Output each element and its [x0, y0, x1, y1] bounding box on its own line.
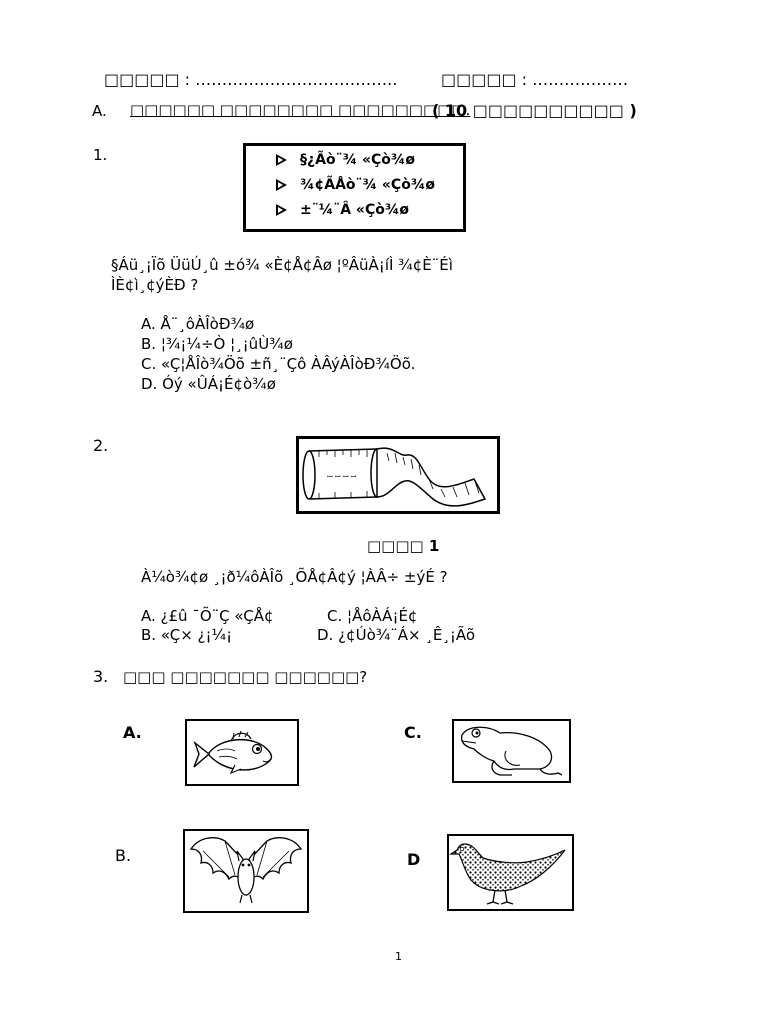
q3-label-a: A. [123, 723, 142, 742]
fish-icon [187, 721, 296, 783]
q3-option-d-image [447, 834, 574, 911]
q1-statement-box [243, 143, 466, 232]
arrow-bullet-icon [276, 204, 290, 216]
section-title: □□□□□□ □□□□□□□□ □□□□□□□□□. [130, 101, 471, 119]
q3-question-text: □□□ □□□□□□□ □□□□□□? [123, 668, 368, 686]
q1-option-a: A. Å¨¸ôÀÎòÐ¾ø [141, 315, 255, 333]
q2-option-a: A. ¿£û ¯Õ¨Ç «ÇÅ¢ [141, 607, 274, 625]
q2-option-d: D. ¿¢Úò¾¨Á× ¸Ê¸¡Ãõ [317, 626, 476, 644]
q2-option-c: C. ¦ÅôÀÁ¡É¢ [327, 607, 418, 625]
q3-label-d: D [407, 850, 421, 869]
name-field-label: □□□□□ : ……………………………….. [104, 70, 398, 89]
q3-label-b: B. [115, 846, 132, 865]
q3-option-b-image [183, 829, 309, 913]
box-item-3: ±¨¼¨Â «Çò¾ø [276, 202, 409, 218]
question-1-number: 1. [93, 146, 108, 164]
question-3-number: 3. [93, 667, 109, 686]
section-letter: A. [92, 102, 107, 120]
q2-option-b: B. «Ç× ¿¡¼¡ [141, 626, 233, 644]
svg-text:ꟷ ꟷ ꟷ ꟷ: ꟷ ꟷ ꟷ ꟷ [327, 473, 357, 481]
box-item-2: ¾¢ÃÅò¨¾ «Çò¾ø [276, 177, 435, 193]
page-number: 1 [395, 950, 402, 963]
bird-icon [449, 836, 571, 908]
q3-option-c-image [452, 719, 571, 783]
q2-question-text: À¼ò¾¢ø ¸¡ð¼ôÀÎõ ¸ÕÅ¢Â¢ý ¦ÀÂ÷ ±ýÉ ? [141, 568, 448, 586]
question-2-number: 2. [93, 436, 109, 455]
section-marks: ( 10 □□□□□□□□□□ ) [432, 101, 637, 120]
q3-option-a-image [185, 719, 299, 786]
frog-icon [454, 721, 568, 780]
q1-option-c: C. «Ç¦ÅÎò¾Öõ ±ñ¸¨Çô ÀÂýÀÎòÐ¾Öõ. [141, 355, 416, 373]
q3-label-c: C. [404, 723, 422, 742]
arrow-bullet-icon [276, 154, 290, 166]
q1-text-line-2: ÌÈ¢ì¸¢ýÈÐ ? [111, 276, 199, 294]
box-item-1: §¿Ãò¨¾ «Çò¾ø [276, 152, 415, 168]
date-field-label: □□□□□ : ……………… [441, 70, 629, 89]
bat-icon [185, 831, 306, 910]
q1-text-line-1: §Áü¸¡Ïõ ÜüÚ¸û ±ó¾ «È¢Å¢Âø ¦ºÂüÀ¡íÌ ¾¢È¨Éì [111, 256, 453, 274]
figure-1-caption: □□□□ 1 [367, 537, 440, 555]
q1-option-b: B. ¦¾¡¼÷Ò ¦¸¡ûÙ¾ø [141, 335, 293, 353]
measuring-tape-figure [296, 436, 500, 514]
q1-option-d: D. Óý «ÛÁ¡É¢ò¾ø [141, 375, 276, 393]
arrow-bullet-icon [276, 179, 290, 191]
measuring-tape-icon [299, 439, 497, 511]
